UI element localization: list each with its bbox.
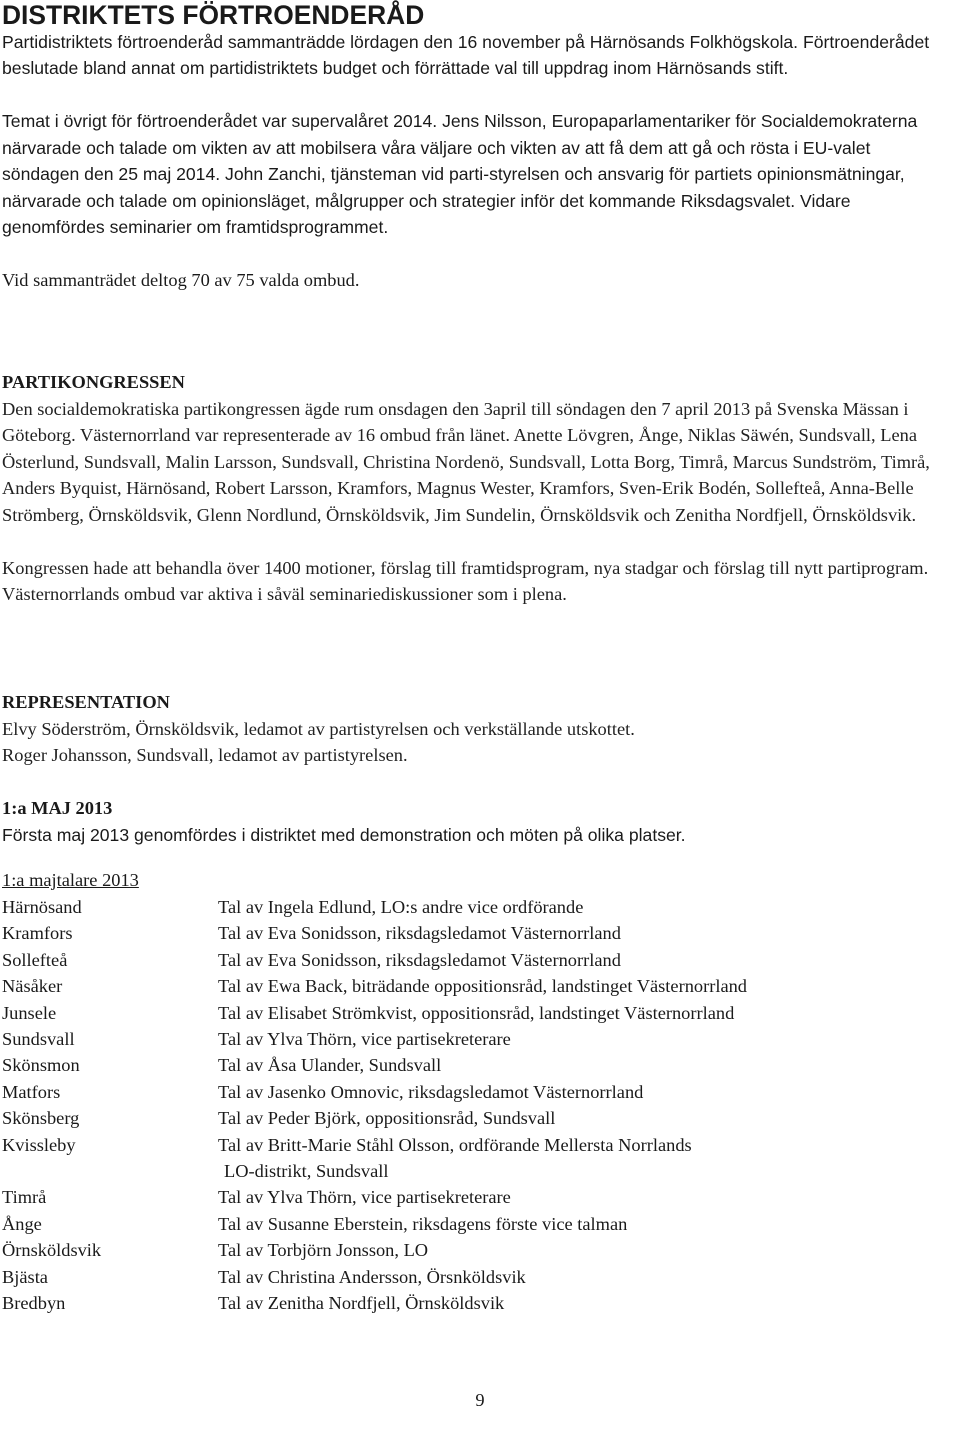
speaker-place xyxy=(2,1158,218,1184)
speaker-place: Sollefteå xyxy=(2,949,68,970)
page-number: 9 xyxy=(475,1390,485,1410)
table-row xyxy=(2,1105,952,1131)
table-row xyxy=(2,1026,952,1052)
paragraph: Den socialdemokratiska partikongressen ägde rum onsdagen den 3april till söndagen den 7 april 2013 på Svenska Mässan i Göteborg. Västernorrland var representerade av 16 ombud från länet. Anette Lövgren, Ånge, Niklas Säwén, Sundsvall, Lena Österlund, Sundsvall, Malin Larsson, Sundsvall, Christina Nordenö, Sundsvall, Lotta Borg, Timrå, Marcus Sundström, Timrå, Anders Byquist, Härnösand, Robert Larsson, Kramfors, Magnus Wester, Kramfors, Sven-Erik Bodén, Sollefteå, Anna-Belle Strömberg, Örnsköldsvik, Glenn Nordlund, Örnsköldsvik, Jim Sundelin, Örnsköldsvik och Zenitha Nordfjell, Örnsköldsvik. xyxy=(2,398,930,525)
speaker-place: Näsåker xyxy=(2,976,63,997)
speakers-table xyxy=(2,894,952,1317)
table-row xyxy=(2,1052,952,1078)
speaker-place: Kramfors xyxy=(2,923,73,944)
section-heading-forsta-maj: 1:a MAJ 2013 xyxy=(2,798,113,818)
representation-line: Roger Johansson, Sundsvall, ledamot av partistyrelsen. xyxy=(2,745,408,765)
speaker-talk: Tal av Susanne Eberstein, riksdagens förste vice talman xyxy=(218,1213,628,1234)
speaker-place: Bjästa xyxy=(2,1266,48,1287)
speaker-talk: Tal av Zenitha Nordfjell, Örnsköldsvik xyxy=(218,1293,505,1314)
section-fortroenderad xyxy=(2,2,947,294)
section-heading-representation: REPRESENTATION xyxy=(2,692,170,712)
speaker-place: Bredbyn xyxy=(2,1293,66,1314)
speaker-place: Skönsmon xyxy=(2,1055,80,1076)
table-row xyxy=(2,1184,952,1210)
speaker-place: Matfors xyxy=(2,1081,61,1102)
speaker-talk: Tal av Åsa Ulander, Sundsvall xyxy=(218,1055,442,1076)
table-row xyxy=(2,1290,952,1316)
paragraph: Partidistriktets förtroenderåd sammanträdde lördagen den 16 november på Härnösands Folkhögskola. Förtroenderådet beslutade bland annat om partidistriktets budget och förrättade val till uppdrag inom Härnösands stift. xyxy=(2,31,930,78)
speaker-place: Sundsvall xyxy=(2,1029,75,1050)
table-row xyxy=(2,1237,952,1263)
table-row xyxy=(2,1264,952,1290)
section-heading-partikongressen: PARTIKONGRESSEN xyxy=(2,372,185,392)
speaker-talk: Tal av Ylva Thörn, vice partisekreterare xyxy=(218,1029,511,1050)
section-representation xyxy=(2,689,957,769)
speaker-talk: Tal av Ingela Edlund, LO:s andre vice ordförande xyxy=(218,897,584,917)
speaker-talk: Tal av Ewa Back, biträdande oppositionsråd, landstinget Västernorrland xyxy=(218,976,747,997)
speaker-talk: Tal av Jasenko Omnovic, riksdagsledamot Västernorrland xyxy=(218,1081,644,1102)
speaker-place: Timrå xyxy=(2,1187,47,1208)
table-row xyxy=(2,1132,952,1158)
section-forsta-maj xyxy=(2,795,957,848)
paragraph: Vid sammanträdet deltog 70 av 75 valda ombud. xyxy=(2,270,360,290)
section-partikongressen xyxy=(2,369,957,608)
speaker-talk: Tal av Torbjörn Jonsson, LO xyxy=(218,1240,429,1261)
table-row xyxy=(2,947,952,973)
speaker-talk: Tal av Eva Sonidsson, riksdagsledamot Västernorrland xyxy=(218,949,621,970)
table-row xyxy=(2,920,952,946)
speaker-place: Kvissleby xyxy=(2,1134,76,1155)
table-row xyxy=(2,894,952,920)
representation-line: Elvy Söderström, Örnsköldsvik, ledamot av partistyrelsen och verkställande utskottet. xyxy=(2,718,635,739)
table-row xyxy=(2,1079,952,1105)
speaker-place: Ånge xyxy=(2,1213,42,1234)
table-row xyxy=(2,1000,952,1026)
paragraph: Första maj 2013 genomfördes i distriktet med demonstration och möten på olika platser. xyxy=(2,824,686,845)
table-row xyxy=(2,973,952,999)
paragraph: Temat i övrigt för förtroenderådet var supervalåret 2014. Jens Nilsson, Europaparlamentariker för Socialdemokraterna närvarade och talade om vikten av att mobilsera våra väljare och vikten av att få dem att gå och rösta i EU-valet söndagen den 25 maj 2014. John Zanchi, tjänsteman vid parti-styrelsen och ansvarig för partiets opinionsmätningar, närvarade och talade om opinionsläget, målgrupper och strategier inför det kommande Riksdagsvalet. Vidare genomfördes seminarier om framtidsprogrammet. xyxy=(2,111,918,237)
speaker-talk: Tal av Peder Björk, oppositionsråd, Sundsvall xyxy=(218,1108,556,1129)
speakers-heading: 1:a majtalare 2013 xyxy=(2,870,139,890)
table-row xyxy=(2,1211,952,1237)
speaker-talk: Tal av Britt-Marie Ståhl Olsson, ordförande Mellersta Norrlands xyxy=(218,1134,692,1155)
speaker-place: Junsele xyxy=(2,1002,57,1023)
speaker-talk: Tal av Ylva Thörn, vice partisekreterare xyxy=(218,1187,511,1208)
speaker-place: Örnsköldsvik xyxy=(2,1240,102,1261)
section-heading-fortroenderad: DISTRIKTETS FÖRTROENDERÅD xyxy=(2,0,425,30)
speaker-talk: Tal av Eva Sonidsson, riksdagsledamot Västernorrland xyxy=(218,923,621,944)
speaker-talk: LO-distrikt, Sundsvall xyxy=(224,1161,389,1182)
table-row xyxy=(2,1158,952,1184)
speaker-talk: Tal av Christina Andersson, Örsnköldsvik xyxy=(218,1266,526,1287)
speaker-place: Skönsberg xyxy=(2,1108,80,1129)
speaker-place: Härnösand xyxy=(2,897,82,917)
paragraph: Kongressen hade att behandla över 1400 motioner, förslag till framtidsprogram, nya stadgar och förslag till nytt partiprogram. Västernorrlands ombud var aktiva i såväl seminariediskussioner som i plena. xyxy=(2,557,929,604)
speaker-talk: Tal av Elisabet Strömkvist, oppositionsråd, landstinget Västernorrland xyxy=(218,1002,735,1023)
